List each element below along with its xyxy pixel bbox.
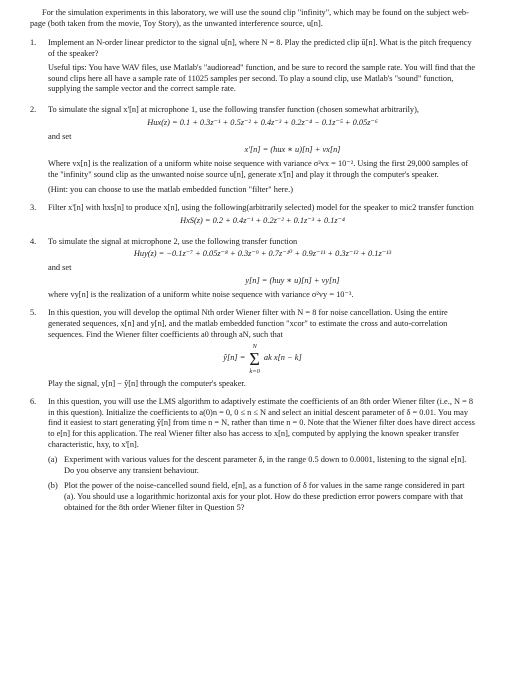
equation-lhs: ŷ[n] = xyxy=(223,353,246,363)
question-text: To simulate the signal x'[n] at microphone 1, use the following transfer function (chosen somewhat arbitrarily), xyxy=(48,105,419,115)
hint-text: (Hint: you can choose to use the matlab embedded function "filter" here.) xyxy=(48,184,293,194)
question-text: where vy[n] is the realization of a uniform white noise sequence with variance σ²vy = 10⁻³. xyxy=(48,290,354,300)
tip-text: Useful tips: You have WAV files, use Matlab's "audioread" function, and be sure to record the sample rate. You will find that the sound clips here all have a sample rate of 11025 samples per second. To play a sound clip, use Matlab's "sound" function, supplying the sample vector and the correct sample rate. xyxy=(48,62,476,94)
question-2 xyxy=(30,105,477,195)
question-6 xyxy=(30,397,477,514)
equation: Huy(z) = −0.1z⁻⁷ + 0.05z⁻⁸ + 0.3z⁻⁹ + 0.7z⁻¹⁰ + 0.9z⁻¹¹ + 0.3z⁻¹² + 0.1z⁻¹³ xyxy=(133,249,392,259)
question-text: In this question, you will develop the optimal Nth order Wiener filter with N = 8 for noise cancellation. Using the entire generated sequences, x[n] and y[n], and the matlab embedded function "xcor" to estimate the cross and auto-correlation sequences. Find the Wiener filter coefficients a0 through aN, such that xyxy=(48,308,448,339)
equation-rhs: ak x[n − k] xyxy=(263,353,302,363)
question-text: In this question, you will use the LMS algorithm to adaptively estimate the coefficients of an 8th order Wiener filter (i.e., N = 8 in this question). Initialize the coefficients to a(0)n = 0, 0 ≤ n ≤ N and select an initial descent parameter of δ = 0.01. You may find it easiest to start generating ŷ[n] from time n = N, rather than time n = 0. Note that the Wiener filter does have direct access to e[n] for this application. The real Wiener filter also has access to x[n], computed by applying the known speaker transfer characteristic, hxy, to x'[n]. xyxy=(48,396,475,450)
question-3 xyxy=(30,203,477,230)
question-number: 5. xyxy=(30,308,37,318)
equation: y[n] = (huy ∗ u)[n] + vy[n] xyxy=(245,276,340,286)
question-number: 2. xyxy=(30,105,37,115)
intro-paragraph: For the simulation experiments in this laboratory, we will use the sound clip "infinity", which may be found on the subject web-page (both taken from the movie, Toy Story), as the unwanted interference source, u[n]. xyxy=(30,8,469,28)
question-number: 6. xyxy=(30,396,37,406)
equation: HxS(z) = 0.2 + 0.4z⁻¹ + 0.2z⁻² + 0.1z⁻³ + 0.1z⁻⁴ xyxy=(180,215,345,225)
subquestion-text: Experiment with various values for the descent parameter δ, in the range 0.5 down to 0.0001, listening to the signal e[n]. Do you observe any transient behaviour. xyxy=(64,455,467,476)
subquestion-label: (b) xyxy=(48,481,58,490)
question-text: To simulate the signal at microphone 2, use the following transfer function xyxy=(48,236,298,246)
question-1 xyxy=(30,38,477,99)
question-text: Filter x'[n] with hxs[n] to produce x[n], using the following(arbitrarily selected) model for the speaker to mic2 transfer function xyxy=(48,202,474,212)
question-text: Play the signal, y[n] − ŷ[n] through the computer's speaker. xyxy=(48,378,246,388)
and-set-label: and set xyxy=(48,263,72,273)
sum-lower-limit: k=0 xyxy=(249,367,260,375)
sigma-symbol: Σ xyxy=(249,348,260,369)
question-number: 4. xyxy=(30,236,37,246)
question-4 xyxy=(30,237,477,302)
subquestion-label: (a) xyxy=(48,455,58,465)
summation-equation xyxy=(48,343,477,375)
and-set-label: and set xyxy=(48,132,72,142)
question-number: 1. xyxy=(30,37,37,47)
equation: x'[n] = (hux ∗ u)[n] + vx[n] xyxy=(244,145,341,155)
question-text: Where vx[n] is the realization of a uniform white noise sequence with variance σ²vx = 10⁻². Using the first 29,000 samples of the "infinity" sound clip as the unwanted noise source u[n], generate x'[n] and play it through the computer's speaker. xyxy=(48,158,469,179)
subquestion-a xyxy=(48,455,477,477)
subquestion-b xyxy=(48,481,477,514)
sum-upper-limit: N xyxy=(252,342,257,350)
question-5 xyxy=(30,308,477,390)
equation: Hux(z) = 0.1 + 0.3z⁻¹ + 0.5z⁻² + 0.4z⁻³ + 0.2z⁻⁴ − 0.1z⁻⁵ + 0.05z⁻⁶ xyxy=(147,118,378,128)
question-text: Implement an N-order linear predictor to the signal u[n], where N = 8. Play the predicted clip ū[n]. What is the pitch frequency of the speaker? xyxy=(48,37,472,58)
question-number: 3. xyxy=(30,202,37,212)
subquestion-text: Plot the power of the noise-cancelled sound field, e[n], as a function of δ for values in the same range considered in part (a). You should use a logarithmic horizontal axis for your plot. How do these prediction error powers compare with that obtained for the 8th order Wiener filter in Question 5? xyxy=(64,481,465,512)
